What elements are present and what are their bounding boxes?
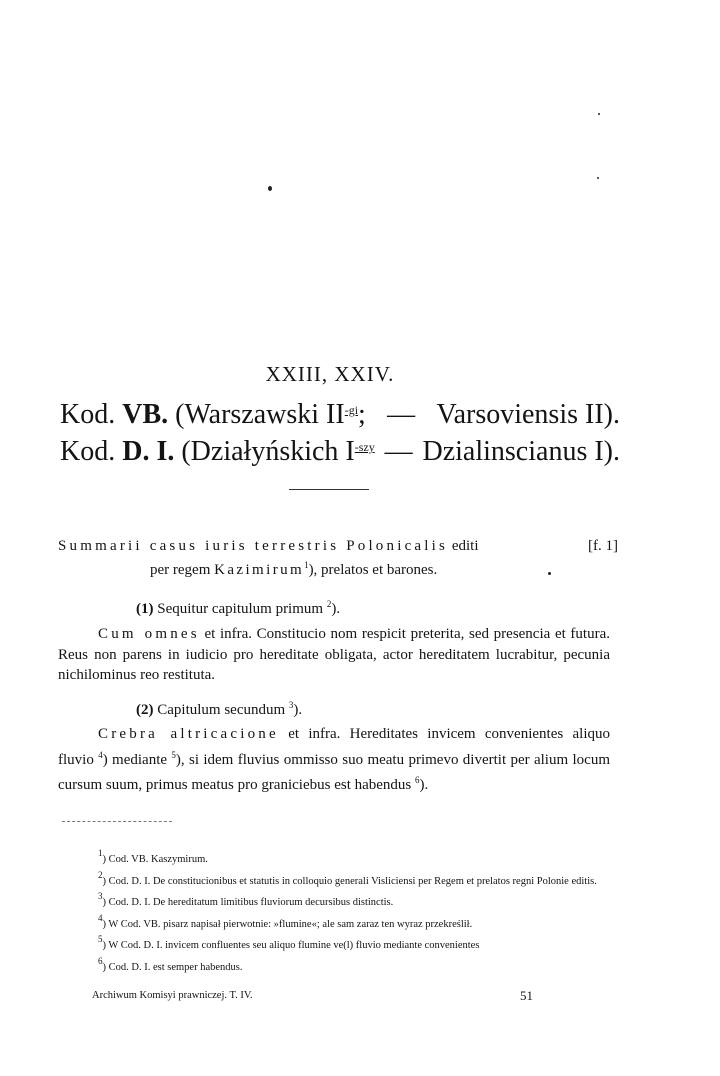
codex-siglum: VB. xyxy=(122,399,169,430)
codex-1-left xyxy=(60,399,366,431)
footnote-ref: 5 xyxy=(171,749,176,760)
footnote-number: 3 xyxy=(98,891,103,901)
section-number: (2) xyxy=(136,702,154,718)
section-1-paragraph xyxy=(58,624,610,686)
summary-spaced-text: Summarii casus iuris terrestris Polonicalis xyxy=(58,538,449,554)
section-number: (1) xyxy=(136,601,154,617)
footnote-divider xyxy=(62,821,172,822)
footnote xyxy=(58,868,602,890)
codex-ordinal: -gi xyxy=(344,403,359,417)
codex-name: (Warszawski II xyxy=(175,399,345,430)
codex-siglum: D. I. xyxy=(122,436,175,467)
footnote-text: ) W Cod. VB. pisarz napisał pierwotnie: »flumine«; ale sam zaraz ten wyraz przekreślił. xyxy=(102,918,473,930)
speck-mark xyxy=(268,186,272,191)
footnote-ref: 4 xyxy=(98,749,103,760)
footer-source: Archiwum Komisyi prawniczej. T. IV. xyxy=(92,990,253,1001)
paragraph-text: ) mediante xyxy=(102,751,168,768)
section-title: Sequitur capitulum primum xyxy=(157,601,324,617)
codex-prefix: Kod. xyxy=(60,399,116,430)
codex-latin-name: Varsoviensis II). xyxy=(436,399,620,430)
codex-heading-2 xyxy=(60,436,620,468)
section-divider xyxy=(289,489,369,490)
footnote-ref: 2 xyxy=(326,599,332,609)
footnote xyxy=(58,932,602,954)
footnote-text: ) Cod. D. I. De hereditatum limitibus fluviorum decursibus distinctis. xyxy=(102,897,394,908)
footnote xyxy=(58,846,602,868)
codex-heading-1 xyxy=(60,399,620,431)
incipit-spaced: Crebra altricacione xyxy=(98,726,279,742)
footnote-ref: 1 xyxy=(304,560,309,570)
footnote xyxy=(58,911,602,933)
codex-ordinal: -szy xyxy=(354,440,375,454)
footnote-number: 2 xyxy=(98,869,103,880)
incipit-spaced: Cum omnes xyxy=(98,626,200,642)
footnote-ref: 3 xyxy=(288,700,294,710)
page-title-numerals: XXIII, XXIV. xyxy=(265,362,395,386)
codex-2-left xyxy=(60,436,375,468)
section-2-heading xyxy=(136,700,302,719)
codex-prefix: Kod. xyxy=(60,436,116,467)
paragraph-text: ), si idem fluvius ommisso suo meatu primevo divertit per alium locum cursum suum, primus meatus pro graniciebus est habendus xyxy=(58,751,610,793)
footnote-number: 6 xyxy=(98,955,103,966)
section-title-end: ). xyxy=(293,702,303,718)
paragraph-text: et infra. Hereditates invicem convenientes aliquo fluvio xyxy=(58,726,610,768)
codex-latin-name: Dzialinscianus I). xyxy=(422,436,620,467)
footnote-number: 1 xyxy=(98,848,103,858)
speck-mark xyxy=(597,177,599,179)
speck-mark xyxy=(548,572,551,575)
section-title: Capitulum secundum xyxy=(157,702,286,718)
footnote-text: ) Cod. D. I. De constitucionibus et statutis in colloquio generali Visliciensi per Regem et prelatos regni Polonie editis. xyxy=(102,875,597,887)
folio-marker: [f. 1] xyxy=(588,538,618,554)
page-number: 51 xyxy=(520,988,533,1003)
footnote xyxy=(58,889,602,911)
section-title-end: ). xyxy=(331,601,341,617)
codex-dash: — xyxy=(387,399,416,430)
codex-dash: — xyxy=(384,436,413,467)
footnote xyxy=(58,954,602,976)
footnote-text: ) Cod. D. I. est semper habendus. xyxy=(102,961,243,973)
summary-text: editi xyxy=(451,538,479,554)
paragraph-text: ). xyxy=(419,777,429,793)
codex-name-end: ; xyxy=(358,399,366,430)
codex-name: (Działyńskich I xyxy=(181,436,355,467)
section-2-paragraph xyxy=(58,724,610,796)
footnotes-block xyxy=(58,846,602,975)
footnote-number: 5 xyxy=(98,934,103,944)
summary-line-1 xyxy=(58,538,618,555)
footnote-text: ) Cod. VB. Kaszymirum. xyxy=(102,854,208,865)
paragraph-text: et infra. Constitucio nom respicit preterita, sed presencia et futura. Reus non parens in iudicio pro hereditate obligata, actor hereditatem lucrabitur, pecunia nichilominus reo restituta. xyxy=(58,626,610,683)
summary-line-2 xyxy=(150,560,437,579)
footnote-ref: 6 xyxy=(415,775,420,785)
summary-text: per regem xyxy=(150,562,211,578)
footnote-text: ) W Cod. D. I. invicem confluentes seu aliquo flumine ve(l) fluvio mediante convenientes xyxy=(102,940,480,951)
summary-text: ), prelatos et barones. xyxy=(308,562,438,578)
section-1-heading xyxy=(136,599,340,618)
footnote-number: 4 xyxy=(98,912,103,923)
summary-spaced-name: Kazimirum xyxy=(214,562,305,578)
speck-mark xyxy=(598,113,600,115)
